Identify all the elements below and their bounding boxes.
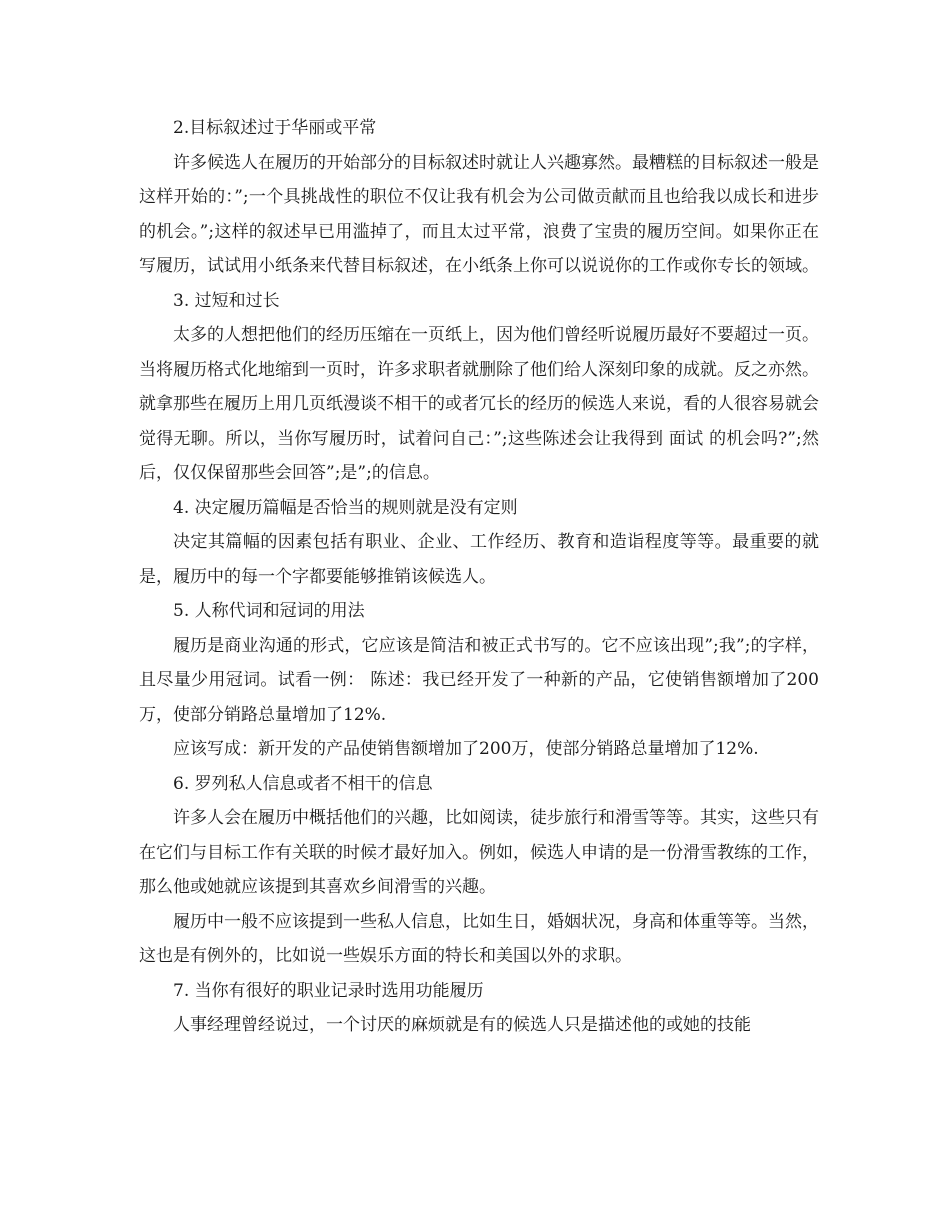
section-heading-5: 5. 人称代词和冠词的用法 <box>173 601 365 621</box>
paragraph-length-rule: 决定其篇幅的因素包括有职业、企业、工作经历、教育和造诣程度等等。最重要的就是，履历中的每一个字都要能够推销该候选人。 <box>139 532 819 587</box>
paragraph-functional-resume: 人事经理曾经说过，一个讨厌的麻烦就是有的候选人只是描述他的或她的技能 <box>173 1015 751 1035</box>
paragraph-interests: 许多人会在履历中概括他们的兴趣，比如阅读，徒步旅行和滑雪等等。其实，这些只有在它们与目标工作有关联的时候才最好加入。例如，候选人申请的是一份滑雪教练的工作，那么他或她就应该提到其喜欢乡间滑雪的兴趣。 <box>139 808 819 897</box>
section-heading-7: 7. 当你有很好的职业记录时选用功能履历 <box>173 980 484 1001</box>
document-body <box>139 111 819 1043</box>
paragraph-objective-statement: 许多候选人在履历的开始部分的目标叙述时就让人兴趣寡然。最糟糕的目标叙述一般是这样开始的：”;一个具挑战性的职位不仅让我有机会为公司做贡献而且也给我以成长和进步的机会。”;这样的叙述早已用滥掉了，而且太过平常，浪费了宝贵的履历空间。如果你正在写履历，试试用小纸条来代替目标叙述，在小纸条上你可以说说你的工作或你专长的领域。 <box>139 152 819 276</box>
paragraph-length: 太多的人想把他们的经历压缩在一页纸上，因为他们曾经听说履历最好不要超过一页。当将履历格式化地缩到一页时，许多求职者就删除了他们给人深刻印象的成就。反之亦然。就拿那些在履历上用几页纸漫谈不相干的或者冗长的经历的候选人来说，看的人很容易就会觉得无聊。所以，当你写履历时，试着问自己：”;这些陈述会让我得到 面试 的机会吗?”;然后，仅仅保留那些会回答”;是”;的信息。 <box>139 325 819 483</box>
section-heading-3: 3. 过短和过长 <box>173 290 280 311</box>
section-heading-6: 6. 罗列私人信息或者不相干的信息 <box>173 773 433 794</box>
paragraph-rewrite-example: 应该写成：新开发的产品使销售额增加了200万，使部分销路总量增加了12%. <box>173 739 759 759</box>
paragraph-personal-info: 履历中一般不应该提到一些私人信息，比如生日，婚姻状况，身高和体重等等。当然，这也是有例外的，比如说一些娱乐方面的特长和美国以外的求职。 <box>139 911 819 966</box>
paragraph-pronouns: 履历是商业沟通的形式，它应该是简洁和被正式书写的。它不应该出现”;我”;的字样，且尽量少用冠词。试看一例： 陈述：我已经开发了一种新的产品，它使销售额增加了200万，使部分销路总量增加了12%. <box>139 635 819 725</box>
section-heading-2: 2.目标叙述过于华丽或平常 <box>173 118 377 138</box>
section-heading-4: 4. 决定履历篇幅是否恰当的规则就是没有定则 <box>173 497 518 518</box>
